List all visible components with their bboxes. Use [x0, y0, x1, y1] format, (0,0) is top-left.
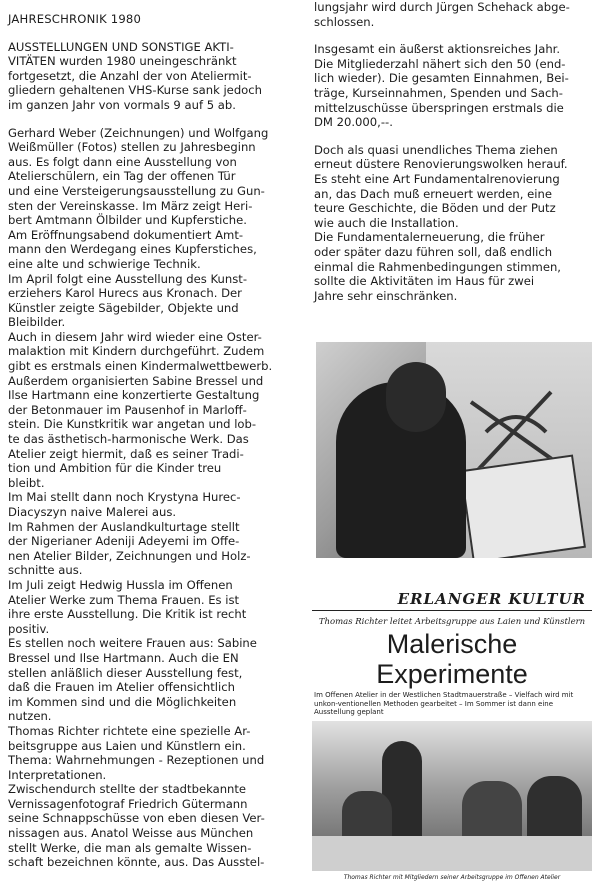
left-column [8, 12, 301, 870]
photo-head [386, 362, 446, 432]
clipping-table [312, 836, 592, 871]
photo-board [460, 455, 586, 558]
continuation-paragraph: lungsjahr wird durch Jürgen Schehack abge- schlossen. [314, 0, 570, 29]
clipping-headline: Malerische Experimente [376, 629, 528, 689]
clipping-photo [312, 721, 592, 871]
artist-photo [316, 342, 592, 558]
right-column [314, 0, 594, 303]
renovation-paragraph: Doch als quasi unendliches Thema ziehen erneut düstere Renovierungswolken herauf. Es steht eine Art Fundamentalrenovierung an, das Dach muß erneuert werden, eine teure Geschichte, die Böden und der Putz wie auch die Installation. Die Fundamentalerneuerung, die früher oder später dazu führen soll, daß endlich einmal die Rahmenbedingungen stimmen, sollte die Aktivitäten im Haus für zwei Jahre sehr einschränken. [314, 142, 568, 303]
clipping-lead: Im Offenen Atelier in der Westlichen Stadtmauerstraße – Vielfach wird mit unkon-ventionellen Methoden gearbeitet – Im Sommer ist dann eine Ausstellung geplant [314, 691, 574, 716]
newspaper-clipping [312, 590, 592, 881]
chronicle-paragraph: Gerhard Weber (Zeichnungen) und Wolfgang Weißmüller (Fotos) stellen zu Jahresbeginn aus. Es folgt dann eine Ausstellung von Atelierschülern, ein Tag der offenen Tür und eine Versteigerungsausstellung zu Gun- sten der Vereinskasse. Im März zeigt Heri- bert Amtmann Ölbilder und Kupferstiche. Am Eröffnungsabend dokumentiert Amt- mann den Werdegang eines Kupferstiches, eine alte und schwierige Technik. Im April folgt eine Ausstellung des Kunst- erziehers Karol Hurecs aus Kronach. Der Künstler zeigte Sägebilder, Objekte und Bleibilder. Auch in diesem Jahr wird wieder eine Oster- malaktion mit Kindern durchgeführt. Zudem gibt es erstmals einen Kindermalwettbewerb. Außerdem organisierten Sabine Bressel und Ilse Hartmann eine konzertierte Gestaltung der Betonmauer im Pausenhof in Marloff- stein. Die Kunstkritik war angetan und lob- te das ästhetisch-harmonische Werk. Das Atelier zeigt hiermit, daß es seiner Tradi- tion und Ambition für die Kinder treu bleibt. Im Mai stellt dann noch Krystyna Hurec- Diacyszyn naive Malerei aus. Im Rahmen der Auslandkulturtage stellt der Nigerianer Adeniji Adeyemi im Offe- nen Atelier Bilder, Zeichnungen und Holz- schnitte aus. Im Juli zeigt Hedwig Hussla im Offenen Atelier Werke zum Thema Frauen. Es ist ihre erste Ausstellung. Die Kritik ist recht positiv. Es stellen noch weitere Frauen aus: Sabine Bressel und Ilse Hartmann. Auch die EN stellen anläßlich dieser Ausstellung fest, daß die Frauen im Atelier offensichtlich im Kommen sind und die Möglichkeiten nutzen. Thomas Richter richtete eine spezielle Ar- beitsgruppe aus Laien und Künstlern ein. Thema: Wahrnehmungen - Rezeptionen und Interpretationen. Zwischendurch stellte der stadtbekannte Vernissagenfotograf Friedrich Gütermann seine Schnappschüsse von eben diesen Ver- nissagen aus. Anatol Weisse aus München stellt Werke, die man als gemalte Wissen- schaft bezeichnen könnte, aus. Das Ausstel- [8, 125, 273, 870]
summary-paragraph: Insgesamt ein äußerst aktionsreiches Jahr. Die Mitgliederzahl nähert sich den 50 (end- lich wieder). Die gesamten Einnahmen, Bei- träge, Kurseinnahmen, Spenden und Sach- mittelzuschüsse überspringen erstmals die DM 20.000,--. [314, 42, 569, 130]
page-heading: JAHRESCHRONIK 1980 [8, 12, 142, 26]
clipping-caption: Thomas Richter mit Mitgliedern seiner Arbeitsgruppe im Offenen Atelier [343, 873, 561, 881]
clipping-masthead: ERLANGER KULTUR [312, 590, 592, 611]
clipping-kicker: Thomas Richter leitet Arbeitsgruppe aus Laien und Künstlern [318, 617, 586, 627]
intro-paragraph: AUSSTELLUNGEN UND SONSTIGE AKTI- VITÄTEN wurden 1980 uneingeschränkt fortgesetzt, die Anzahl der von Ateliermit- gliedern gehaltenen VHS-Kurse sank jedoch im ganzen Jahr von vormals 9 auf 5 ab. [8, 39, 262, 112]
